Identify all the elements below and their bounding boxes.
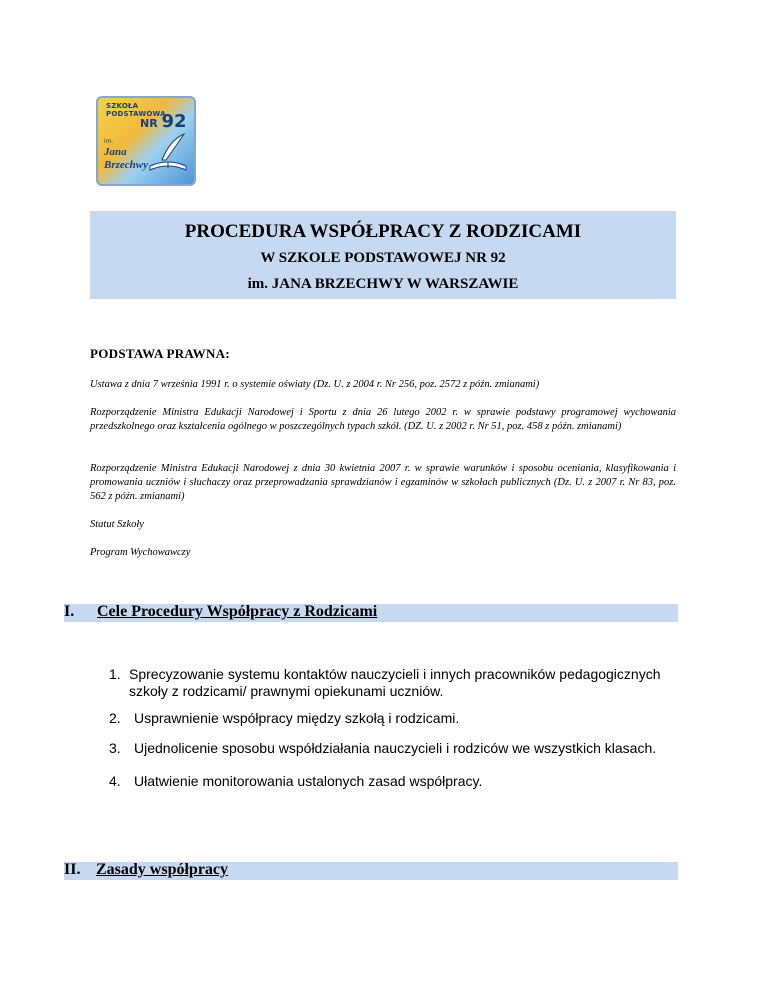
legal-basis-item: Program Wychowawczy: [90, 547, 191, 558]
document-subtitle-city: im. JANA BRZECHWY W WARSZAWIE: [247, 276, 519, 292]
list-item-number: 2.: [109, 710, 121, 726]
legal-basis-item: Statut Szkoły: [90, 519, 144, 530]
legal-basis-item: Rozporządzenie Ministra Edukacji Narodowej i Sportu z dnia 26 lutego 2002 r. w sprawie podstawy programowej wychowania przedszkolnego oraz kształcenia ogólnego w poszczególnych typach szkół. (DZ. U. z 2002 r. Nr 51, poz. 458 z późn. zmianami): [90, 407, 676, 432]
logo-im: im.: [104, 138, 114, 145]
quill-book-icon: [146, 132, 190, 176]
list-item-number: 1.: [109, 666, 121, 682]
list-item-number: 4.: [109, 773, 121, 789]
section-number: I.: [64, 603, 75, 620]
list-item-text: Sprecyzowanie systemu kontaktów nauczycieli i innych pracowników pedagogicznych szkoły z rodzicami/ prawnymi opiekunami uczniów.: [129, 666, 661, 699]
legal-basis-item: Ustawa z dnia 7 września 1991 r. o systemie oświaty (Dz. U. z 2004 r. Nr 256, poz. 2572 z późn. zmianami): [90, 379, 540, 390]
logo-number: [140, 111, 187, 132]
school-logo: [96, 96, 196, 186]
list-item-text: Ułatwienie monitorowania ustalonych zasad współpracy.: [134, 773, 483, 789]
list-item-number: 3.: [109, 740, 121, 756]
document-title: PROCEDURA WSPÓŁPRACY Z RODZICAMI: [184, 221, 582, 242]
logo-name-first: Jana: [104, 146, 127, 158]
section-heading-1: [64, 604, 678, 622]
section-title: Zasady współpracy: [96, 861, 229, 878]
logo-nr-prefix: NR: [140, 117, 158, 130]
list-item-text: Usprawnienie współpracy między szkołą i rodzicami.: [134, 710, 460, 726]
document-subtitle-school: W SZKOLE PODSTAWOWEJ NR 92: [260, 250, 506, 266]
section-title: Cele Procedury Współpracy z Rodzicami: [97, 603, 378, 620]
title-box: [90, 211, 676, 299]
legal-basis-item: Rozporządzenie Ministra Edukacji Narodowej z dnia 30 kwietnia 2007 r. w sprawie warunków i sposobu oceniania, klasyfikowania i promowania uczniów i słuchaczy oraz przeprowadzania sprawdzianów i egzaminów w szkołach publicznych (Dz. U. z 2007 r. Nr 83, poz. 562 z późn. zmianami): [90, 463, 676, 502]
section-heading-2: [64, 862, 678, 880]
section-number: II.: [64, 861, 81, 878]
list-item-text: Ujednolicenie sposobu współdziałania nauczycieli i rodziców we wszystkich klasach.: [134, 740, 657, 756]
legal-basis-heading: PODSTAWA PRAWNA:: [90, 346, 230, 361]
logo-name-last: Brzechwy: [104, 159, 148, 171]
logo-school-label: SZKOŁA PODSTAWOWA: [106, 102, 166, 118]
logo-nr: 92: [161, 111, 187, 132]
